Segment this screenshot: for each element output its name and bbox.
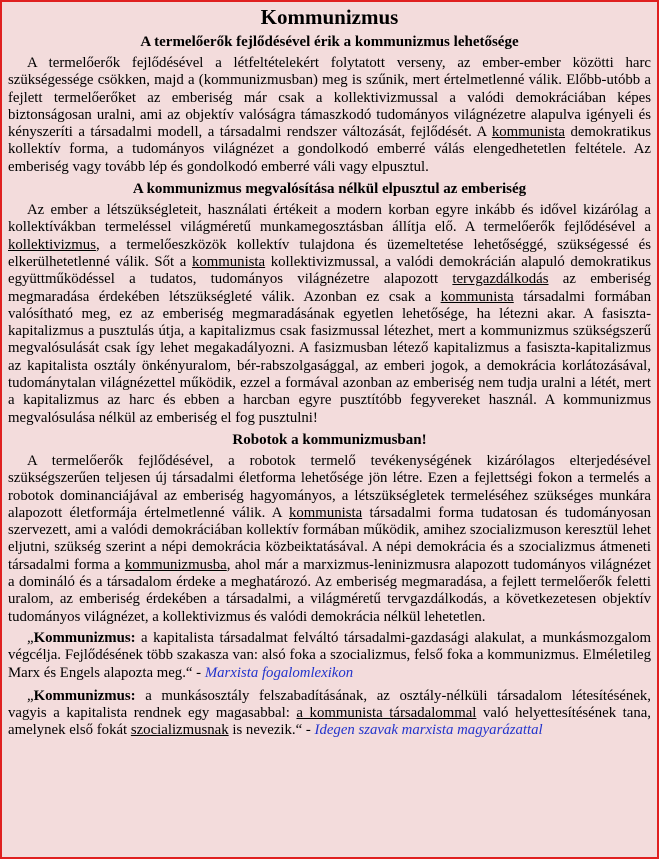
page-title: Kommunizmus — [260, 5, 399, 29]
link-szocializmus[interactable]: szocializmusnak — [130, 722, 229, 739]
definition-quote-1: „Kommunizmus: a kapitalista társadalmat felváltó társadalmi-gazdasági alakulat, a munkásmozgalom végcélja. Fejlődésének több szakasza van: alsó foka a szocializmus, felső foka a kommunizmus. Elméletileg Marx és Engels alapozta meg.“ - Marxista fogalomlexikon — [8, 629, 651, 681]
link-kommunista[interactable]: kommunista — [191, 253, 266, 270]
section-1-paragraph: A termelőerők fejlődésével a létfeltételekért folytatott verseny, az ember-ember közötti harc szükségessége csökken, majd a (kommunizmusban) meg is szűnik, mert értelmetlenné válik. Előbb-utóbb a fejlett termelőerőket az emberiség már csak a kollektivizmussal a valódi demokráciában képes biztonságosan uralni, ami az objektív valóságra támaszkodó tudományos világnézetre alapulva igényeli és kényszeríti a társadalmi modell, a társadalmi rendszer változását, fejlődését. A kommunista demokratikus kollektív forma, a tudományos világnézet a gondolkodó emberré válás elengedhetetlen feltétele. Az emberiség vagy tovább lép és gondolkodó emberré váli vagy elpusztul. — [8, 55, 651, 175]
quote-source-link[interactable]: Idegen szavak marxista magyarázattal — [314, 722, 543, 739]
link-kommunizmusba[interactable]: kommunizmusba — [124, 556, 227, 573]
quote-source-link[interactable]: Marxista fogalomlexikon — [204, 664, 354, 681]
link-kommunista[interactable]: kommunista — [289, 504, 363, 521]
link-tervgazdalkodas[interactable]: tervgazdálkodás — [452, 271, 549, 288]
section-heading-3: Robotok a kommunizmusban! — [232, 431, 427, 448]
link-kollektivizmus[interactable]: kollektivizmus — [8, 236, 96, 253]
section-heading-1: A termelőerők fejlődésével érik a kommunizmus lehetősége — [140, 34, 519, 50]
link-kommunista-tarsadalom[interactable]: a kommunista társadalommal — [296, 705, 477, 722]
section-heading-2: A kommunizmus megvalósítása nélkül elpusztul az emberiség — [132, 181, 527, 198]
definition-quote-2: „Kommunizmus: a munkásosztály felszabadításának, az osztály-nélküli társadalom létesítésének, vagyis a kapitalista rendnek egy magasabbal: a kommunista társadalommal való helyettesítésének tana, amelynek első fokát szocializmusnak is nevezik.“ - Idegen szavak marxista magyarázattal — [8, 687, 652, 739]
link-kommunista[interactable]: kommunista — [491, 124, 565, 141]
section-2-paragraph: Az ember a létszükségleteit, használati értékeit a modern korban egyre inkább és idővel kizárólag a kollektívákban termeléssel világméretű munkamegosztásban állítja elő. A termelőerők fejlődésével a kollektivizmus, a termelőeszközök kollektív tulajdona és üzemeltetése lehetőséggé, szükségessé és elkerülhetetlenné válik. Sőt a kommunista kollektivizmussal, a valódi demokrácián alapuló demokratikus együttműködéssel a tudatos, tudományos világnézetre alapozott tervgazdálkodás az emberiség megmaradása érdekében létszükségleté válik. Azonban ez csak a kommunista társadalmi formában valósítható meg, ez az emberiség megmaradásának egyetlen lehetősége, ha létezni akar. A fasiszta-kapitalizmus a pusztulás útja, a kapitalizmus csak fasizmussal létezhet, mert a kommunizmus szükségszerű megvalósulását csak így lehet megakadályozni. A fasizmusban létező kapitalizmus a fasiszta-kapitalizmus az kapitalista osztály önkényuralom, bér-rabszolgasággal, az emberi jogok, a demokrácia korlátozásával, tudománytalan világnézettel működik, ezzel a formával azonban az emberiség nem tudja uralni a létét, mert a kapitalizmus az harc és ebben a harcban egyre pusztítóbb fegyvereket használ. A kommunizmus megvalósulása nélkül az emberiség el fog pusztulni! — [8, 202, 652, 426]
quote-term: Kommunizmus: — [33, 629, 136, 646]
section-3-paragraph: A termelőerők fejlődésével, a robotok termelő tevékenységének kizárólagos elterjedésével szükségszerűen teljesen új társadalmi életforma lehetősége jön létre. Ezen a fejlettségi fokon a termelés a robotok dominanciájával az emberiség hagyományos, a létszükségletek termeléséhez szükséges munkára alapozott életformája értelmetlenné válik. A kommunista társadalmi forma tudatosan és tudományosan szervezett, ami a valódi demokráciában kollektív formában működik, amihez szocializmuson keresztül lehet eljutni, szükség szerint a népi demokrácia közbeiktatásával. A népi demokrácia és a szocializmus átmeneti társadalmi forma a kommunizmusba, ahol már a marxizmus-leninizmusra alapozott tudományos világnézet a domináló és a társadalom érdeke a meghatározó. Az emberiség megmaradása, a fejlett termelőerők feletti uralom, az emberiség érdekében a társadalmi, a világméretű tervgazdálkodás, a következetesen objektív tudományos világnézet, a kollektivizmus és valódi demokrácia nélkül lehetetlen. — [8, 452, 652, 625]
link-kommunista[interactable]: kommunista — [440, 288, 514, 305]
quote-term: Kommunizmus: — [33, 687, 136, 704]
